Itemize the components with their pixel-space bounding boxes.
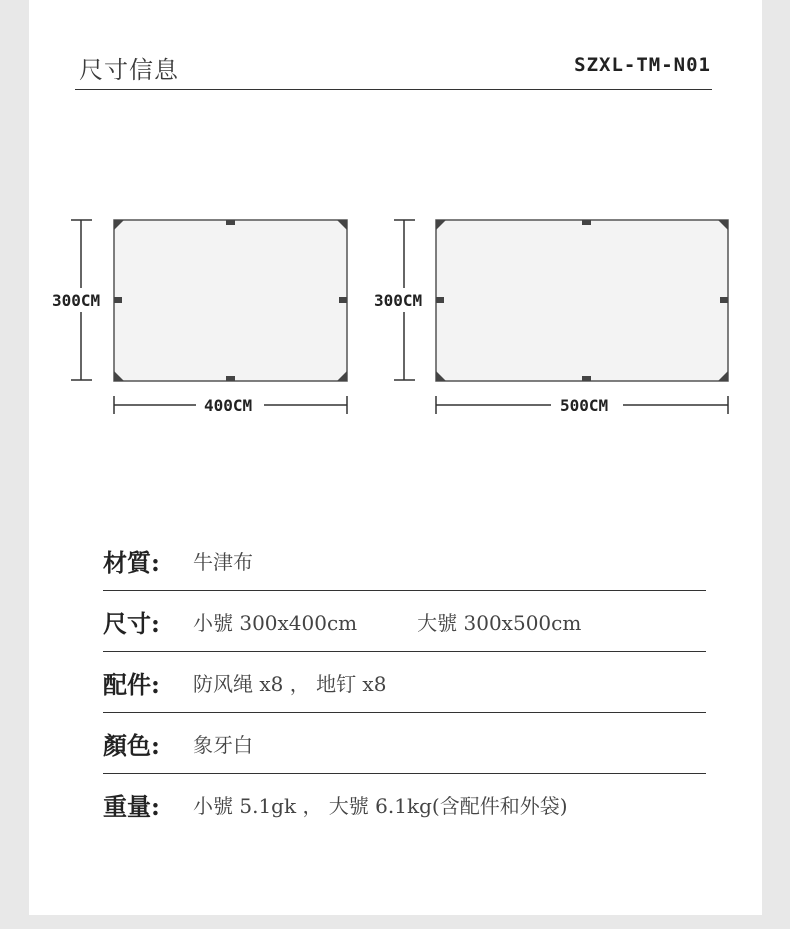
spec-value — [193, 790, 568, 819]
spec-key: 尺寸: — [103, 608, 160, 638]
width-label: 500CM — [560, 396, 609, 415]
tarp-diagram-small — [50, 220, 347, 416]
spec-key: 重量: — [103, 791, 160, 821]
spec-value-text: 小號 5.1gk ， 大號 6.1kg(含配件和外袋) — [193, 793, 568, 818]
tarp-diagram-large — [372, 220, 728, 416]
grommet-right — [339, 297, 347, 303]
spec-value — [193, 668, 386, 697]
spec-value-text: 象牙白 — [193, 732, 253, 757]
spec-value-text: 大號 300x500cm — [417, 610, 582, 635]
spec-row-size — [103, 591, 706, 652]
spec-value — [193, 607, 581, 636]
spec-value-text: 防风绳 x8 ， 地钉 x8 — [193, 671, 387, 696]
grommet-top — [226, 220, 235, 225]
spec-row-accessories — [103, 652, 706, 713]
spec-row-color — [103, 713, 706, 774]
height-label: 300CM — [374, 291, 423, 310]
grommet-left — [436, 297, 444, 303]
spec-key: 材質: — [103, 547, 160, 577]
spec-key: 顏色: — [103, 730, 160, 760]
model-code: SZXL-TM-N01 — [574, 54, 711, 76]
grommet-top — [582, 220, 591, 225]
tarp-rectangle — [114, 220, 347, 381]
height-label: 300CM — [52, 291, 101, 310]
spec-value-text: 牛津布 — [193, 549, 253, 574]
spec-value — [193, 729, 253, 758]
grommet-left — [114, 297, 122, 303]
grommet-bottom — [226, 376, 235, 381]
grommet-bottom — [582, 376, 591, 381]
width-label: 400CM — [204, 396, 253, 415]
spec-row-material — [103, 530, 706, 591]
spec-key: 配件: — [103, 669, 160, 699]
spec-table — [103, 530, 706, 834]
section-title: 尺寸信息 — [79, 56, 179, 84]
spec-value-text: 小號 300x400cm — [193, 610, 358, 635]
grommet-right — [720, 297, 728, 303]
tarp-rectangle — [436, 220, 728, 381]
spec-value — [193, 546, 253, 575]
spec-row-weight — [103, 774, 706, 834]
